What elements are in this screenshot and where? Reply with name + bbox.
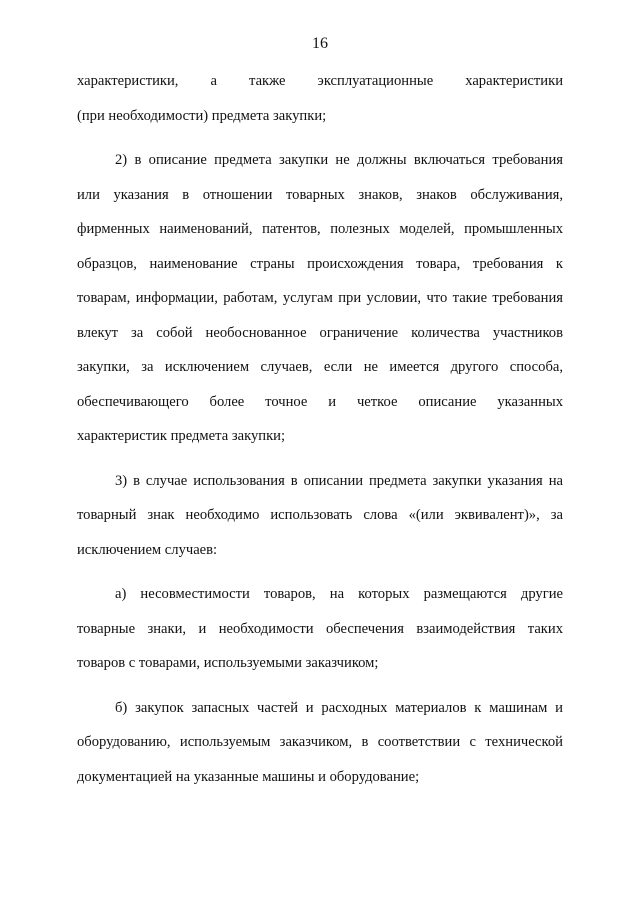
text-line: закупки, за исключением случаев, если не имеется другого способа, [77, 359, 563, 375]
text-line: характеристик предмета закупки; [77, 428, 286, 444]
text-line: или указания в отношении товарных знаков, знаков обслуживания, [77, 186, 563, 203]
text-line: характеристики, а также эксплуатационные характеристики [77, 73, 563, 89]
paragraph-subitem-b [77, 696, 563, 800]
text-line: б) закупок запасных частей и расходных материалов к машинам и [115, 699, 563, 716]
text-line: образцов, наименование страны происхождения товара, требования к [77, 255, 563, 272]
text-line: товаров с товарами, используемыми заказчиком; [77, 655, 379, 671]
text-line: а) несовместимости товаров, на которых размещаются другие [115, 586, 563, 602]
text-line: товарам, информации, работам, услугам при условии, что такие требования [77, 290, 563, 306]
text-line: товарные знаки, и необходимости обеспечения взаимодействия таких [77, 620, 563, 637]
text-line: 2) в описание предмета закупки не должны включаться требования [115, 152, 563, 168]
paragraph-item-3 [77, 469, 563, 573]
text-line: товарный знак необходимо использовать слова «(или эквивалент)», за [77, 507, 563, 523]
paragraph-characteristics-continued [77, 69, 563, 138]
text-line: оборудованию, используемым заказчиком, в соответствии с технической [77, 734, 563, 750]
text-line: фирменных наименований, патентов, полезных моделей, промышленных [77, 221, 563, 237]
paragraph-item-2 [77, 148, 563, 459]
text-line: обеспечивающего более точное и четкое описание указанных [77, 393, 563, 410]
document-body [77, 69, 563, 809]
text-line: документацией на указанные машины и оборудование; [77, 768, 420, 785]
page-number: 16 [312, 35, 328, 52]
text-line: 3) в случае использования в описании предмета закупки указания на [115, 472, 563, 489]
text-line: (при необходимости) предмета закупки; [77, 107, 327, 124]
text-line: исключением случаев: [77, 541, 218, 558]
paragraph-subitem-a [77, 582, 563, 686]
text-line: влекут за собой необоснованное ограничение количества участников [77, 324, 563, 341]
